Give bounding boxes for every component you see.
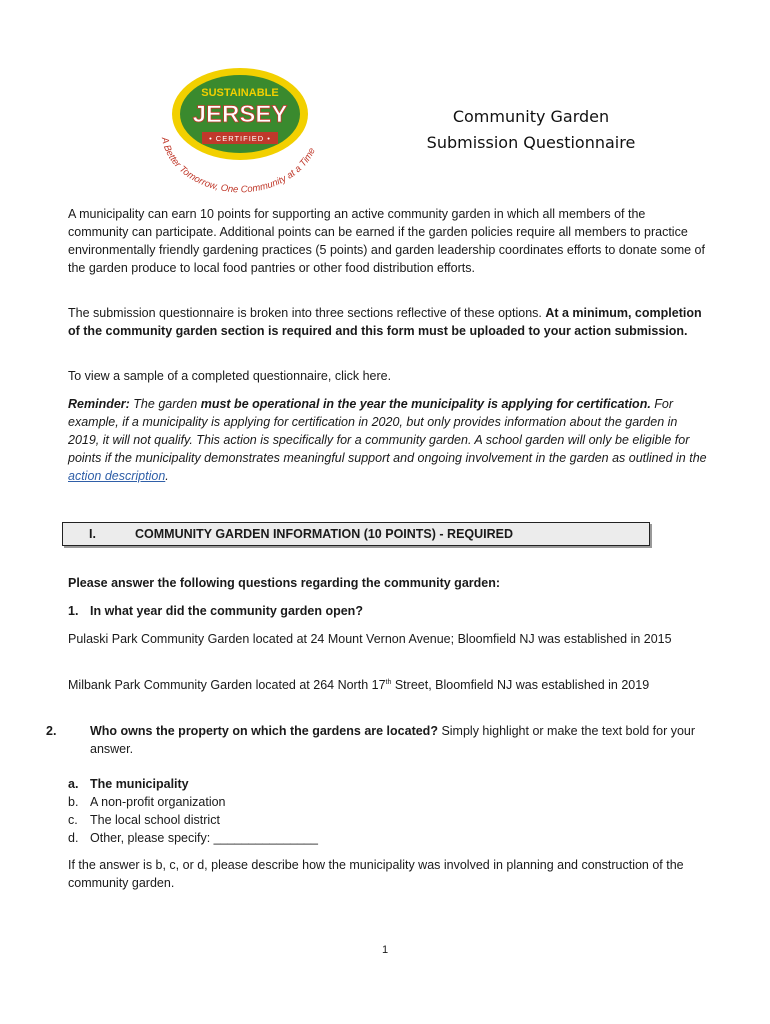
logo-main-text: JERSEY	[192, 101, 288, 128]
title-line-2: Submission Questionnaire	[426, 133, 636, 152]
reminder-label: Reminder:	[68, 397, 130, 411]
option-c[interactable]	[68, 811, 708, 829]
sustainable-jersey-logo	[150, 66, 330, 196]
question-2-number: 2.	[46, 724, 57, 738]
answer-1-milbank-part-b: Street, Bloomfield NJ was established in 2019	[391, 678, 650, 692]
question-2	[46, 722, 708, 758]
answer-1-milbank-sup: th	[385, 678, 392, 686]
questions-intro: Please answer the following questions regarding the community garden:	[68, 576, 501, 590]
question-2-text: Who owns the property on which the gardens are located?	[90, 724, 438, 738]
option-a[interactable]	[68, 775, 708, 793]
action-description-link[interactable]: action description	[68, 469, 166, 483]
ownership-options	[68, 775, 708, 847]
requirements-text: The submission questionnaire is broken into three sections reflective of these options.	[68, 306, 546, 320]
option-b-letter: b.	[68, 795, 79, 809]
page-number: 1	[381, 944, 389, 956]
reminder-paragraph	[68, 395, 708, 485]
option-d[interactable]	[68, 829, 708, 847]
logo-top-text: SUSTAINABLE	[201, 87, 279, 99]
option-d-letter: d.	[68, 831, 79, 845]
question-2-hint: Simply highlight or make the text bold for your answer.	[90, 724, 696, 756]
sample-link-text[interactable]: To view a sample of a completed questionnaire, click here.	[68, 369, 392, 383]
logo-ribbon-text: • CERTIFIED •	[209, 134, 271, 143]
reminder-bold-text: must be operational in the year the municipality is applying for certification.	[200, 397, 651, 411]
title-line-1: Community Garden	[452, 107, 610, 126]
section-number: I.	[89, 527, 96, 541]
option-d-label: Other, please specify: _______________	[90, 831, 318, 845]
answer-1-milbank[interactable]	[68, 676, 718, 694]
question-1-text: In what year did the community garden open?	[90, 604, 363, 618]
followup-question: If the answer is b, c, or d, please describe how the municipality was involved in planning and construction of the community garden.	[68, 858, 684, 890]
requirements-bold-text: At a minimum, completion of the community garden section is required and this form must be uploaded to your action submission.	[68, 306, 702, 338]
requirements-paragraph	[68, 304, 708, 340]
reminder-text-2: For example, if a municipality is applying for certification in 2020, but only provides information about the garden in 2019, it will not qualify. This action is specifically for a community garden. A school garden will only be eligible for points if the municipality demonstrates meaningful support and ongoing involvement in the garden as outlined in the	[68, 397, 707, 465]
section-header	[62, 522, 650, 546]
option-c-letter: c.	[68, 813, 78, 827]
option-c-label: The local school district	[90, 813, 220, 827]
option-a-label: The municipality	[90, 777, 189, 791]
reminder-end: .	[165, 469, 169, 483]
question-1-number: 1.	[68, 604, 79, 618]
option-b[interactable]	[68, 793, 708, 811]
logo-arc-textpath: A Better Tomorrow, One Community at a Time	[158, 136, 318, 196]
option-a-letter: a.	[68, 777, 79, 791]
document-title	[420, 104, 642, 156]
answer-1-milbank-part-a: Milbank Park Community Garden located at 264 North 17	[68, 678, 386, 692]
reminder-text-1: The garden	[129, 397, 201, 411]
question-1	[68, 602, 708, 620]
intro-paragraph: A municipality can earn 10 points for supporting an active community garden in which all members of the community can participate. Additional points can be earned if the garden policies require all members to practice environmentally friendly gardening practices (5 points) and garden leadership coordinates efforts to donate some of the garden produce to local food pantries or other food distribution efforts.	[68, 207, 705, 275]
option-b-label: A non-profit organization	[90, 795, 226, 809]
section-title: COMMUNITY GARDEN INFORMATION (10 POINTS) - REQUIRED	[135, 527, 514, 541]
answer-1-pulaski[interactable]: Pulaski Park Community Garden located at 24 Mount Vernon Avenue; Bloomfield NJ was established in 2015	[68, 632, 672, 646]
